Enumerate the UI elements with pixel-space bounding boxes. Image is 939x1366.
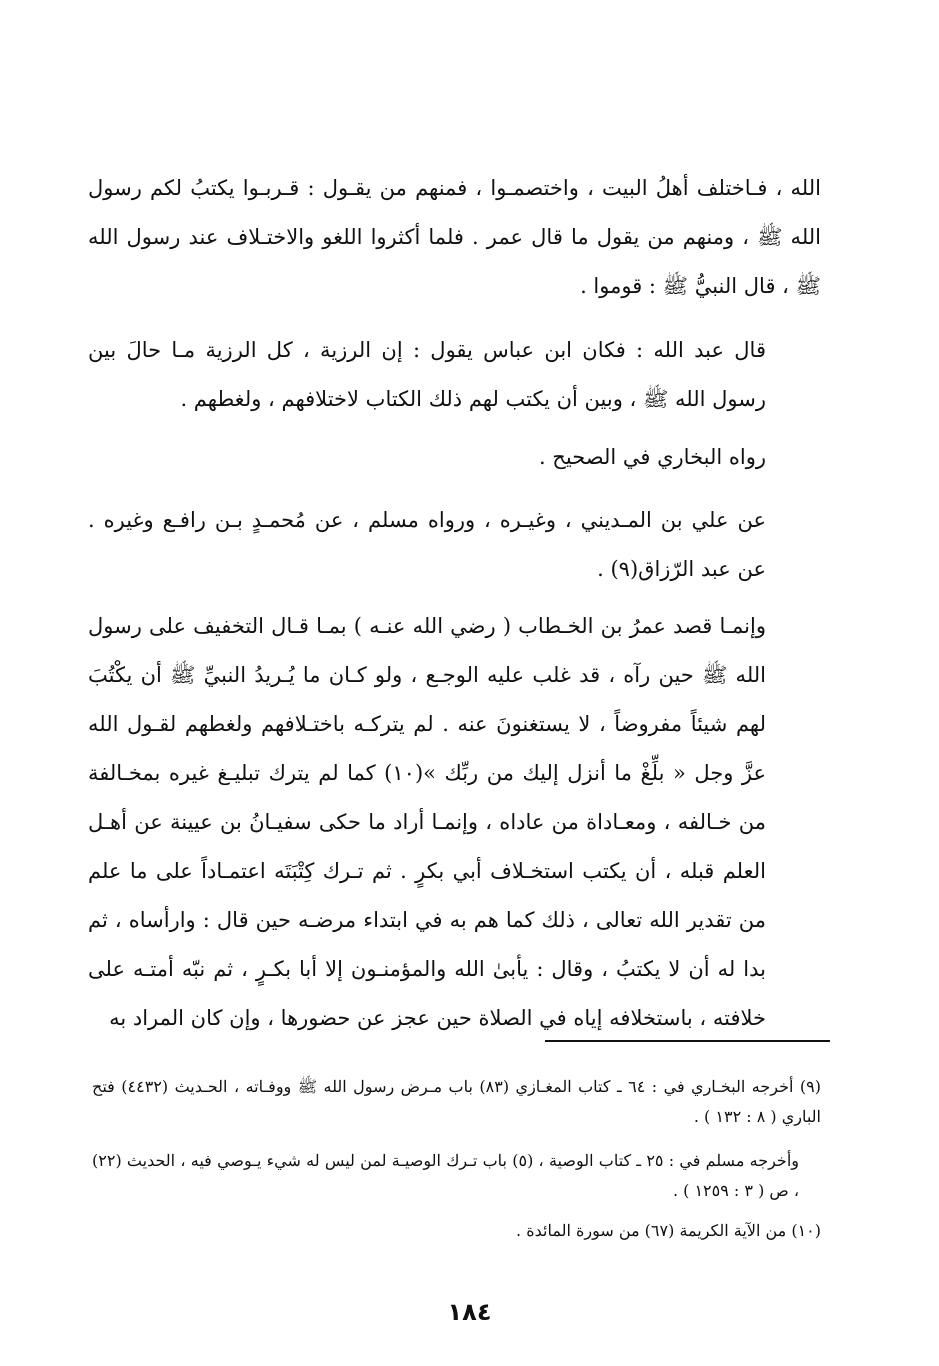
footnote-9-continuation: وأخرجه مسلم في : ٢٥ ـ كتاب الوصية ، (٥) باب تـرك الوصيـة لمن ليس له شيء يـوصي فيه ، الحديث (٢٢) ، ص ( ٣ : ١٢٥٩ ) . (92, 1151, 799, 1200)
body-paragraph (88, 496, 821, 594)
paragraph-text: رواه البخاري في الصحيح . (538, 445, 766, 469)
footnote-9: (٩) أخرجه البخـاري في : ٦٤ ـ كتاب المغـازي (٨٣) باب مـرض رسول الله ﷺ ووفـاته ، الحـديث (٤٤٣٢) فتح الباري ( ٨ : ١٣٢ ) . (92, 1077, 821, 1126)
page-number: ١٨٤ (447, 1298, 492, 1326)
body-paragraph (88, 326, 821, 424)
body-paragraph (88, 602, 821, 1043)
paragraph-text: قال عبد الله : فكان ابن عباس يقول : إن الرزية ، كل الرزية مـا حالَ بين رسول الله ﷺ ، وبين أن يكتب لهم ذلك الكتاب لاختلافهم ، ولغطهم . (88, 338, 766, 411)
footnote-divider (545, 1040, 830, 1042)
footnote-10: (١٠) من الآية الكريمة (٦٧) من سورة المائدة . (516, 1221, 821, 1240)
paragraph-text: عن علي بن المـديني ، وغيـره ، ورواه مسلم ، عن مُحمـدٍ بـن رافـع وغيره . عن عبد الرّزاق(٩) . (88, 508, 766, 581)
paragraph-text: الله ، فـاختلف أهلُ البيت ، واختصمـوا ، فمنهم من يقـول : قـربـوا يكتبُ لكم رسول الله ﷺ ، ومنهم من يقول ما قال عمر . فلما أكثروا اللغو والاختـلاف عند رسول الله ﷺ ، قال النبيُّ ﷺ : قوموا . (88, 176, 821, 298)
body-paragraph (88, 164, 821, 311)
paragraph-text: وإنمـا قصد عمرُ بن الخـطاب ( رضي الله عنـه ) بمـا قـال التخفيف على رسول الله ﷺ حين رآه ، قد غلب عليه الوجـع ، ولو كـان ما يُـريدُ النبيِّ ﷺ أن يكْتُبَ لهم شيئاً مفروضاً ، لا يستغنونَ عنه . لم يتركـه باختـلافهم ولغطهم لقـول الله عزَّ وجل « بلِّغْ ما أنزل إليك من ربِّك »(١٠) كما لم يترك تبليـغ غيره بمخـالفة من خـالفه ، ومعـاداة من عاداه ، وإنمـا أراد ما حكى سفيـانُ بن عيينة عن أهـل العلم قبله ، أن يكتب استخـلاف أبي بكرٍ . ثم تـرك كِتْبَتَه اعتمـاداً على ما علم من تقدير الله تعالى ، ذلك كما هم به في ابتداء مرضـه حين قال : وارأساه ، ثم بدا له أن لا يكتبُ ، وقال : يأبىٰ الله والمؤمنـون إلا أبا بكـرٍ ، ثم نبّه أمتـه على خلافته ، باستخلافه إياه في الصلاة حين عجز عن حضورها ، وإن كان المراد به (88, 614, 766, 1030)
footnotes-section (92, 1072, 821, 1246)
body-paragraph (88, 433, 821, 482)
